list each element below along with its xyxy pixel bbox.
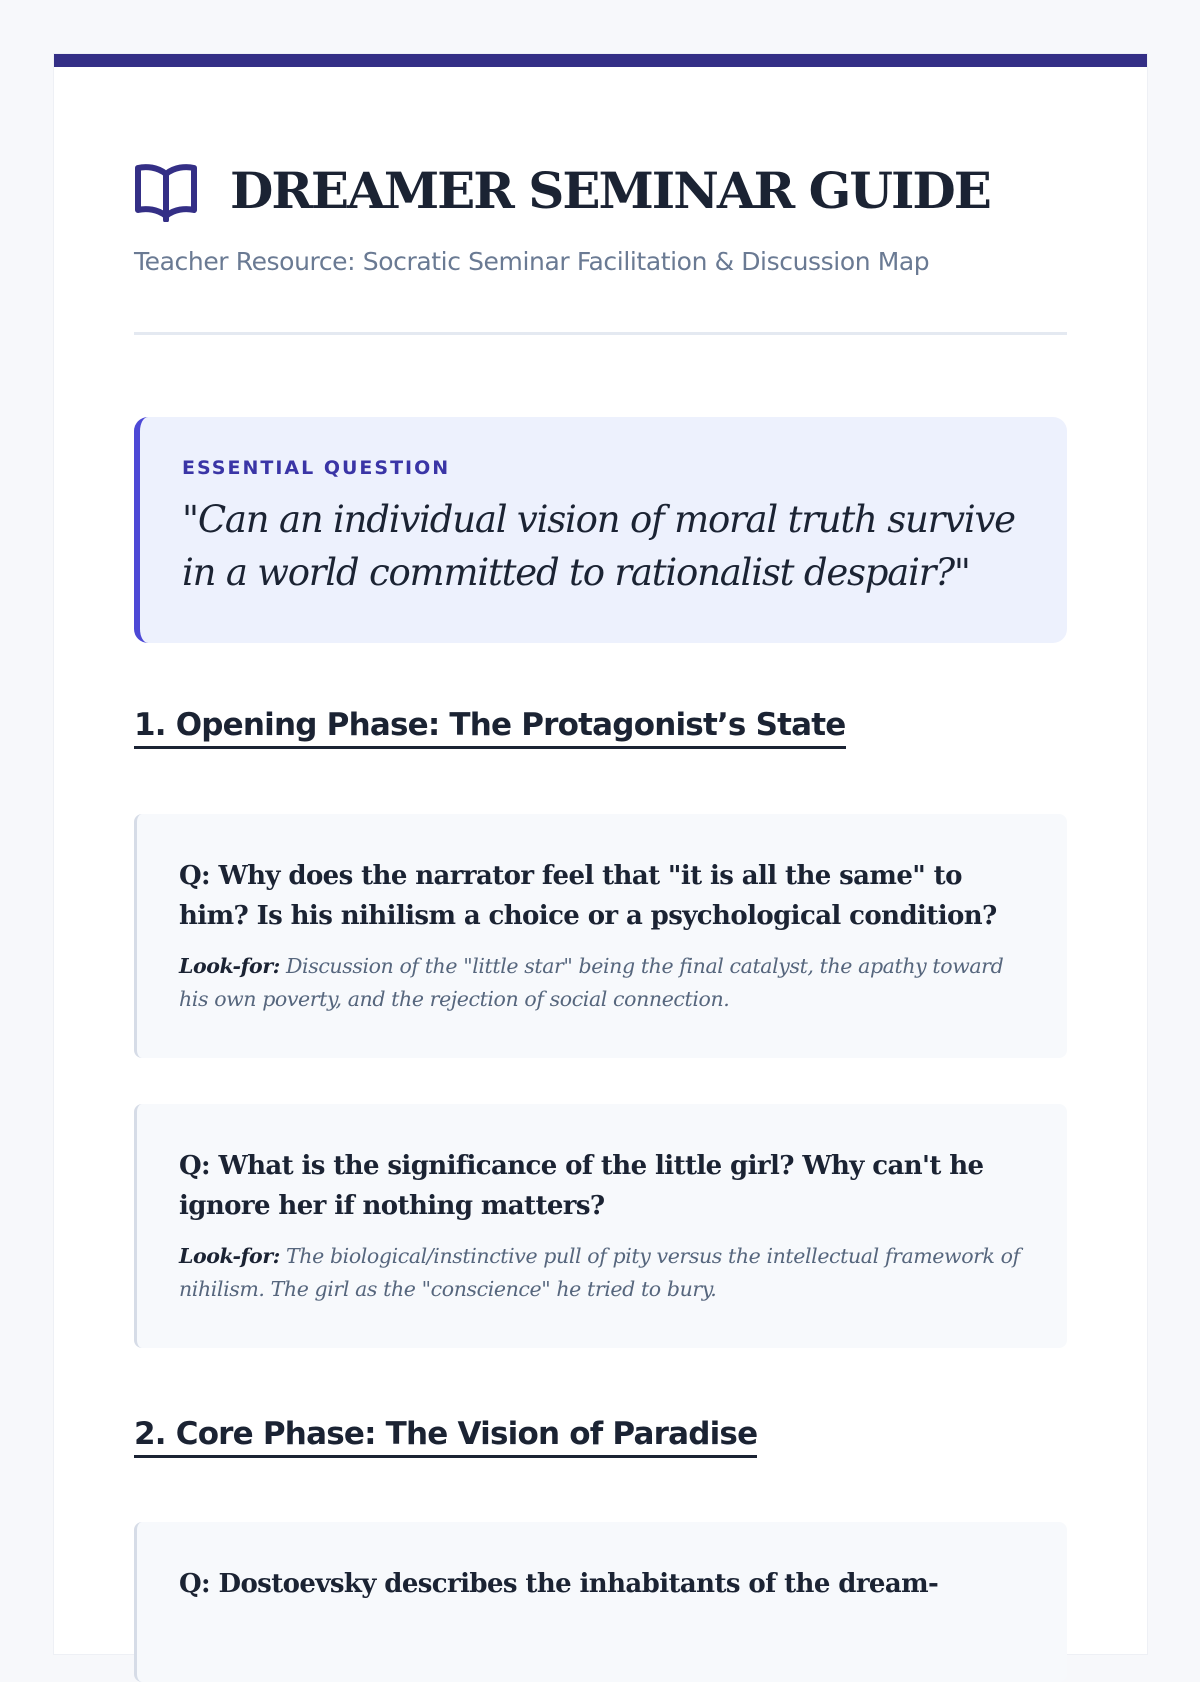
question-text: Q: What is the significance of the little girl? Why can't he ignore her if nothing matters? [179, 1151, 984, 1221]
header-divider [134, 332, 1067, 335]
essential-question-label: ESSENTIAL QUESTION [182, 457, 451, 479]
header [134, 155, 990, 225]
essential-question-text: "Can an individual vision of moral truth survive in a world committed to rationalist despair?" [182, 498, 1015, 594]
question-text: Q: Dostoevsky describes the inhabitants of the dream- [179, 1569, 939, 1599]
page-subtitle: Teacher Resource: Socratic Seminar Facilitation & Discussion Map [134, 247, 930, 276]
seminar-guide-card [54, 54, 1147, 1654]
section-heading-opening: 1. Opening Phase: The Protagonist’s State [134, 707, 846, 749]
question-text: Q: Why does the narrator feel that "it is all the same" to him? Is his nihilism a choice or a psychological condition? [179, 861, 997, 931]
question-card [134, 1104, 1067, 1348]
question-card [134, 814, 1067, 1058]
look-for-note [179, 950, 1031, 1016]
open-book-icon [134, 162, 198, 222]
section-heading-core: 2. Core Phase: The Vision of Paradise [134, 1416, 757, 1458]
look-for-text: The biological/instinctive pull of pity versus the intellectual framework of nihilism. The girl as the "conscience" he tried to bury. [179, 1244, 1020, 1301]
page-title: DREAMER SEMINAR GUIDE [230, 160, 990, 220]
look-for-note [179, 1240, 1031, 1306]
essential-question-box [134, 417, 1067, 643]
question-card [134, 1522, 1067, 1682]
look-for-label: Look-for: [179, 954, 280, 978]
look-for-label: Look-for: [179, 1244, 280, 1268]
look-for-text: Discussion of the "little star" being the final catalyst, the apathy toward his own poverty, and the rejection of social connection. [179, 954, 1004, 1011]
